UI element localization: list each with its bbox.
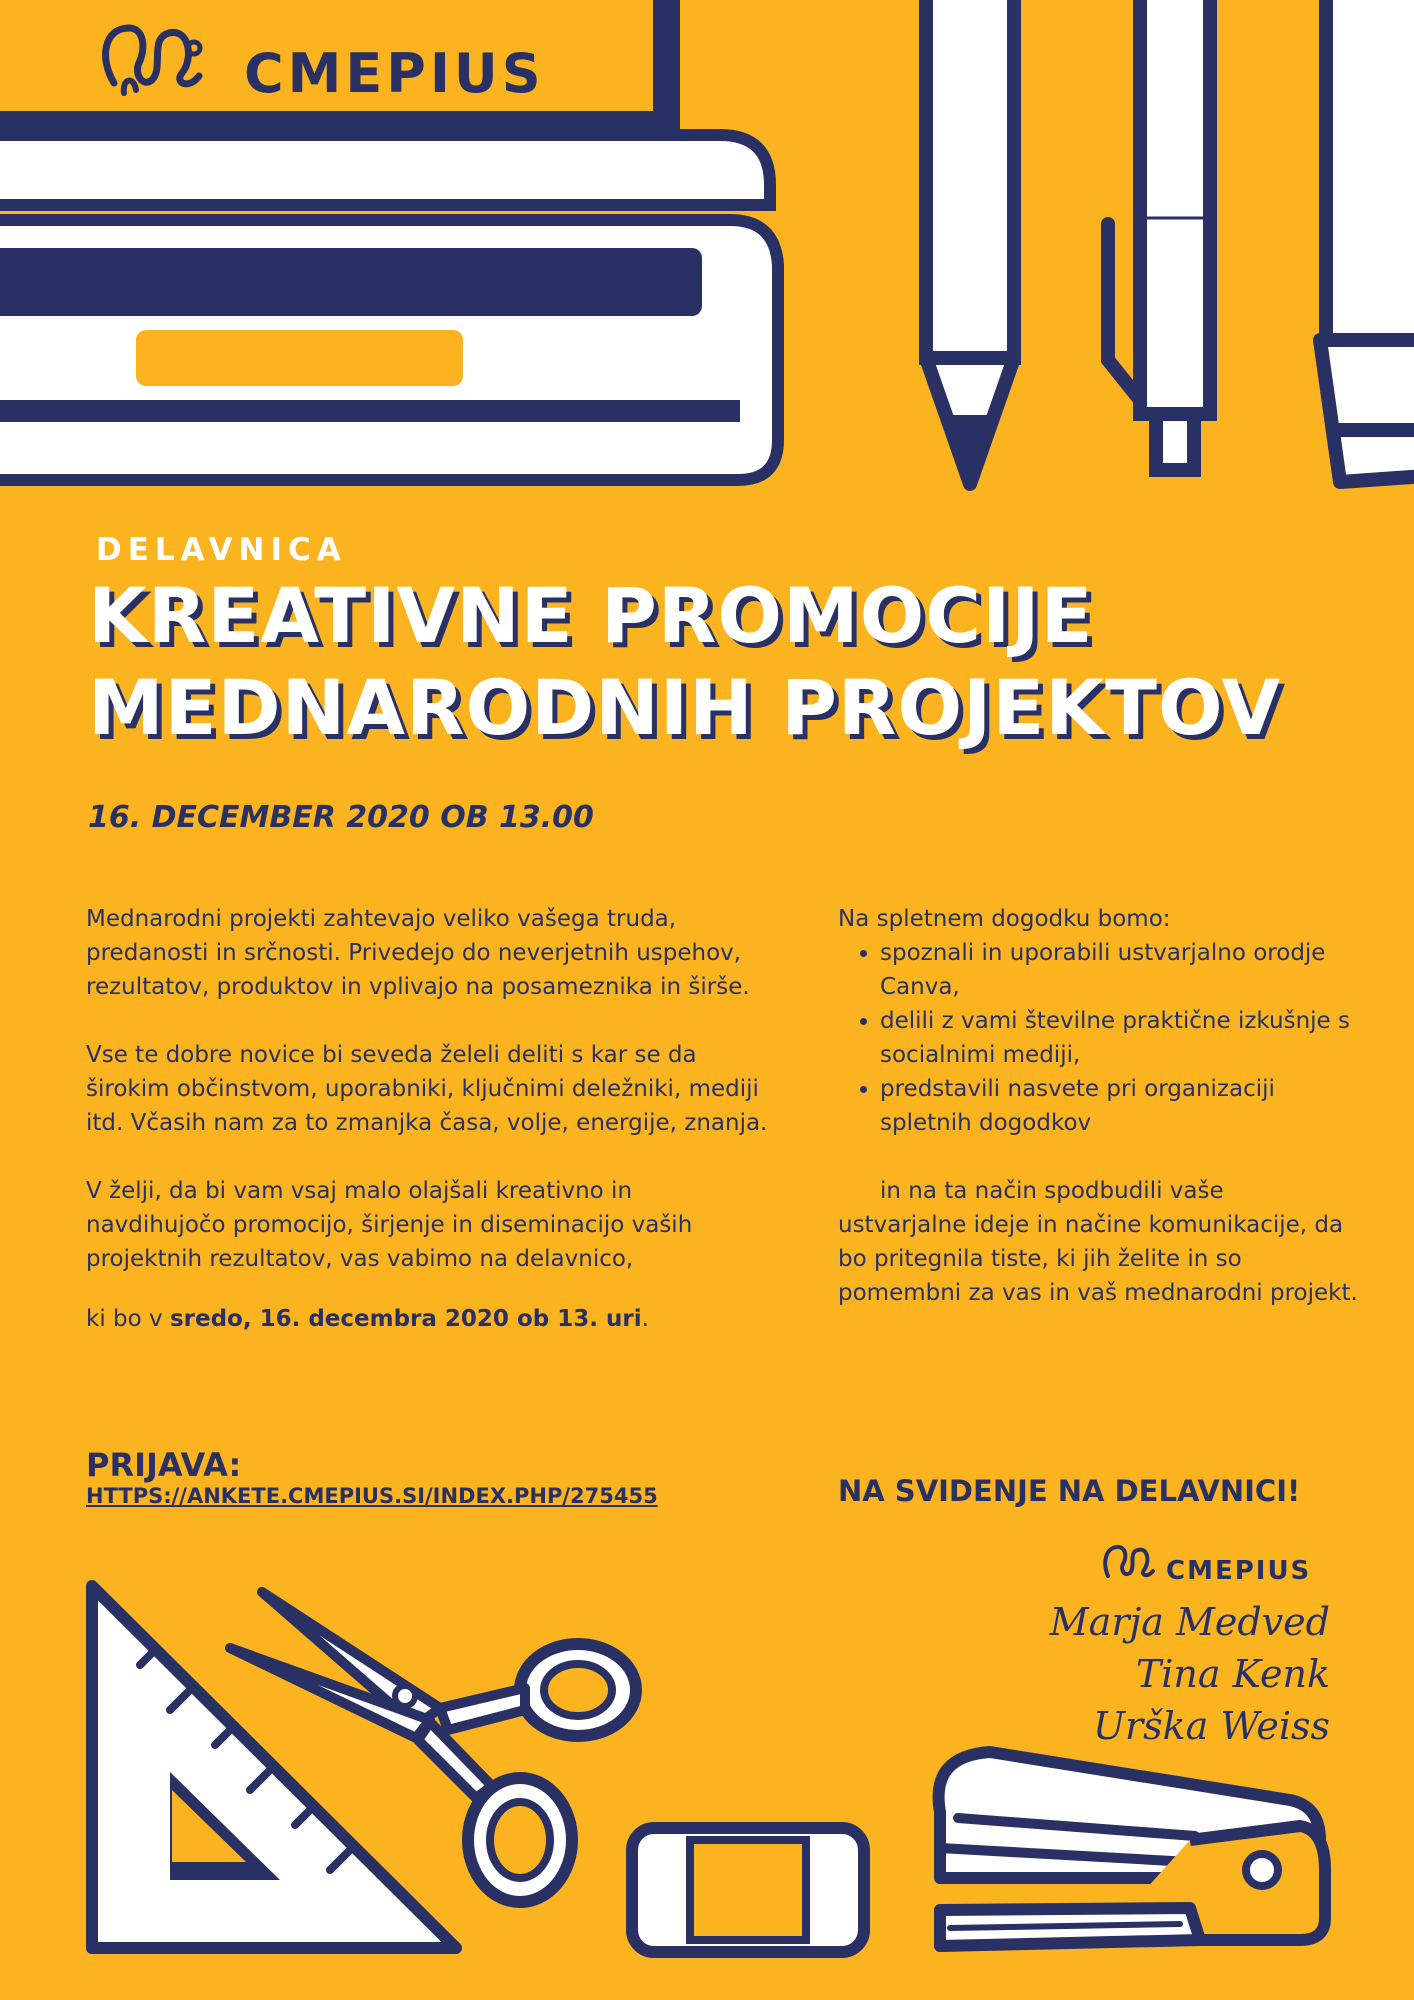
paragraph-4-prefix: ki bo v: [86, 1306, 170, 1332]
agenda-item: • predstavili nasvete pri organizaciji spletnih dogodkov: [880, 1072, 1358, 1140]
signature: Urška Weiss: [1092, 1704, 1330, 1748]
paragraph-4-date: sredo, 16. decembra 2020 ob 13. uri: [169, 1306, 642, 1332]
left-column: [86, 902, 776, 1370]
event-title-line-1: KREATIVNE PROMOCIJE: [88, 571, 1094, 660]
agenda-item: • delili z vami številne praktične izkušnje s socialnimi mediji,: [880, 1004, 1358, 1072]
cmepius-logo-icon: [94, 18, 214, 108]
closing-logo-wordmark: CMEPIUS: [1166, 1556, 1312, 1586]
agenda-intro: Na spletnem dogodku bomo:: [838, 906, 1171, 932]
paragraph-1: Mednarodni projekti zahtevajo veliko vašega truda, predanosti in srčnosti. Privedejo do neverjetnih uspehov, rezultatov, produktov in vplivajo na posameznika in širše.: [86, 906, 750, 1000]
registration-label: PRIJAVA:: [86, 1446, 242, 1484]
paragraph-4-suffix: .: [641, 1306, 649, 1332]
event-kicker: DELAVNICA: [96, 532, 347, 568]
pencil-icon: [926, 0, 1014, 484]
agenda-outro: in na ta način spodbudili vaše ustvarjalne ideje in načine komunikacije, da bo pritegnila tiste, ki jih želite in so pomembni za vas in vaš mednarodni projekt.: [838, 1178, 1358, 1306]
event-date: 16. DECEMBER 2020 OB 13.00: [88, 800, 594, 835]
paragraph-3: V želji, da bi vam vsaj malo olajšali kreativno in navdihujočo promocijo, širjenje in diseminacijo vaših projektnih rezultatov, vas vabimo na delavnico,: [86, 1178, 693, 1272]
cmepius-small-logo-icon: [1100, 1542, 1162, 1586]
logo-wordmark: CMEPIUS: [244, 42, 545, 105]
signature: Tina Kenk: [1135, 1652, 1330, 1696]
signature: Marja Medved: [1049, 1600, 1330, 1644]
event-title-line-2: MEDNARODNIH PROJEKTOV: [88, 663, 1282, 752]
marker-icon: [1320, 0, 1414, 482]
paragraph-4: [86, 1302, 776, 1336]
agenda-item: • spoznali in uporabili ustvarjalno orodje Canva,: [880, 936, 1358, 1004]
event-title: [88, 570, 1281, 754]
agenda-list: [838, 936, 1358, 1140]
paragraph-2: Vse te dobre novice bi seveda želeli deliti s kar se da širokim občinstvom, uporabniki, ključnimi deležniki, mediji itd. Včasih nam za to zmanjka časa, volje, energije, znanja.: [86, 1042, 768, 1136]
right-column: [838, 902, 1358, 1310]
closing-greeting: NA SVIDENJE NA DELAVNICI!: [838, 1474, 1301, 1508]
pen-icon: [1108, 0, 1210, 470]
registration-link[interactable]: HTTPS://ANKETE.CMEPIUS.SI/INDEX.PHP/275455: [86, 1484, 658, 1508]
